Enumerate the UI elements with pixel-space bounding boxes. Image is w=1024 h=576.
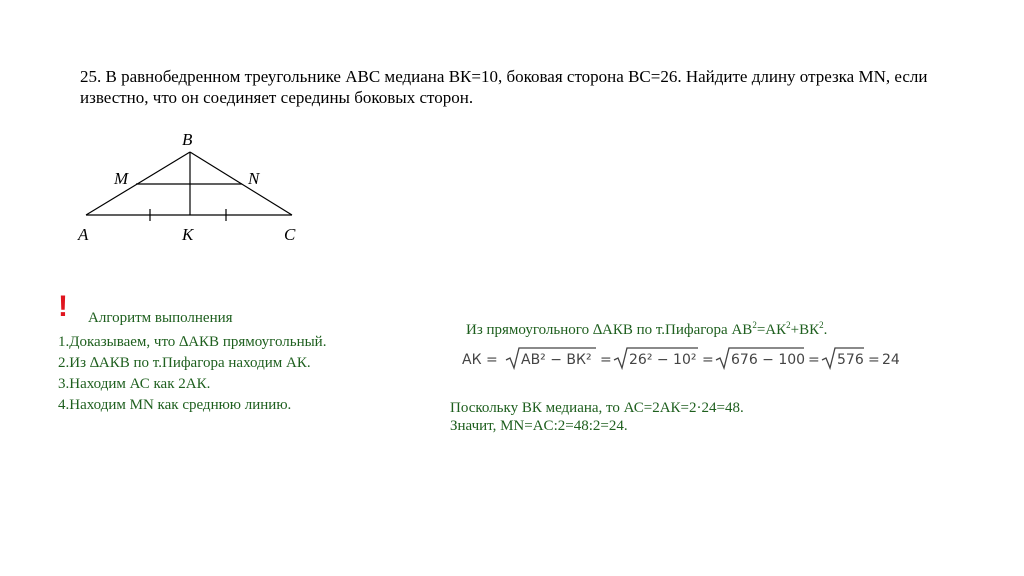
algorithm-step: 3.Находим АС как 2АК. [58, 376, 211, 392]
formula-eq: = [868, 352, 880, 368]
algorithm-step: 4.Находим MN как среднюю линию. [58, 397, 292, 413]
formula-radicand-4: 576 [837, 352, 864, 368]
algorithm-step: 1.Доказываем, что ∆АКВ прямоугольный. [58, 334, 327, 350]
solution-intro: Из прямоугольного ∆АКВ по т.Пифагора $АВ^2=АК^2+ВК^2$. [466, 320, 828, 338]
label-m: M [114, 169, 129, 188]
formula-radicand-3: 676 − 100 [731, 352, 806, 368]
label-a: A [78, 225, 89, 244]
formula-eq: = [600, 352, 612, 368]
formula-result: 24 [882, 352, 900, 368]
solution-line-1: Поскольку ВК медиана, то АС=2АК=2·24=48. [450, 400, 744, 416]
pythagoras-formula [460, 345, 900, 373]
algorithm-title: Алгоритм выполнения [88, 310, 233, 326]
solution-line-2: Значит, MN=AC:2=48:2=24. [450, 418, 628, 434]
formula-eq: = [808, 352, 820, 368]
formula-eq: = [702, 352, 714, 368]
formula-lhs: АК = [462, 352, 498, 368]
exclamation-icon: ! [58, 290, 68, 323]
formula-radicand-1: АВ² − ВК² [521, 352, 592, 368]
triangle-figure [70, 128, 320, 250]
label-n: N [248, 169, 260, 188]
formula-radicand-2: 26² − 10² [629, 352, 697, 368]
label-k: K [182, 225, 194, 244]
algorithm-steps [58, 332, 326, 416]
label-c: C [284, 225, 296, 244]
problem-statement: 25. В равнобедренном треугольнике АВС медиана ВК=10, боковая сторона ВС=26. Найдите длину отрезка MN, если известно, что он соединяет середины боковых сторон. [80, 67, 928, 107]
algorithm-step: 2.Из ∆АКВ по т.Пифагора находим АК. [58, 355, 311, 371]
label-b: B [182, 130, 193, 149]
